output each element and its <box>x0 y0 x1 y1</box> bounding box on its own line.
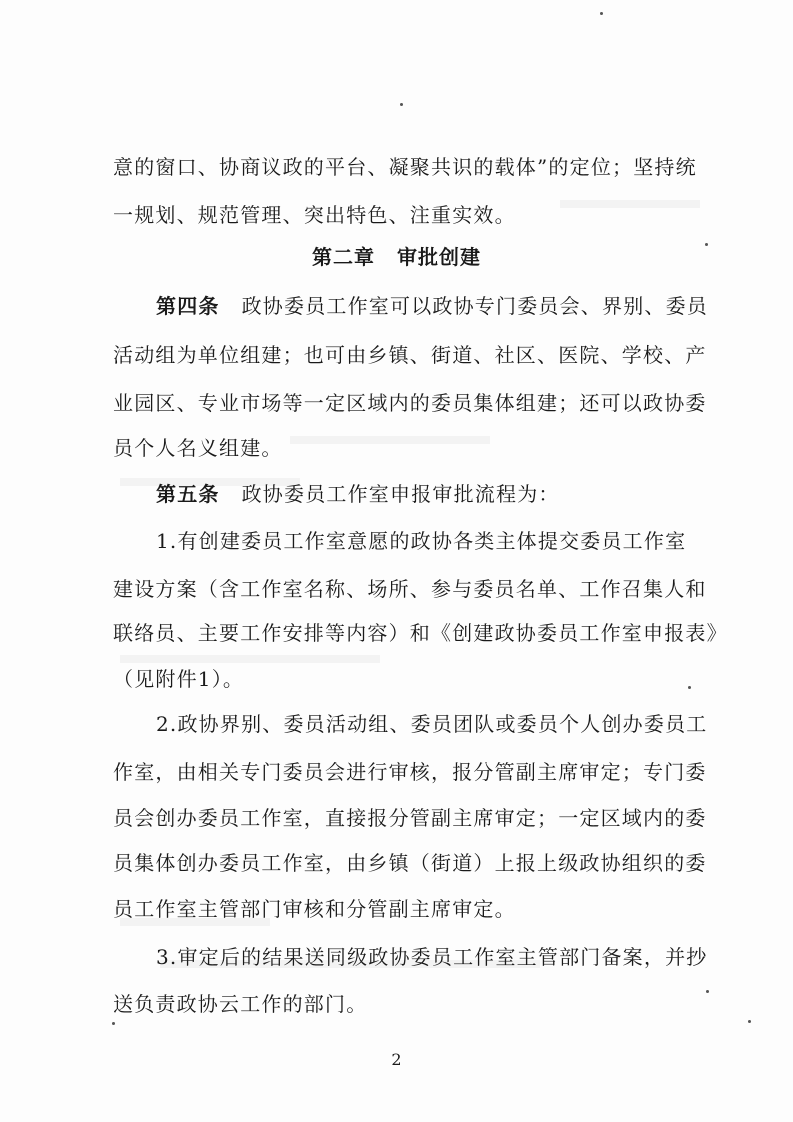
body-line: 建设方案（含工作室名称、场所、参与委员名单、工作召集人和 <box>113 577 707 601</box>
chapter-title: 审批创建 <box>397 245 481 269</box>
body-line: 活动组为单位组建；也可由乡镇、街道、社区、医院、学校、产 <box>113 343 707 367</box>
page-number: 2 <box>391 1050 402 1069</box>
chapter-heading <box>0 245 793 269</box>
body-line: 意的窗口、协商议政的平台、凝聚共识的载体”的定位；坚持统 <box>113 155 697 179</box>
scan-speck <box>400 103 403 106</box>
scan-speck <box>748 1020 751 1023</box>
body-line: 联络员、主要工作安排等内容）和《创建政协委员工作室申报表》 <box>113 621 728 645</box>
bleed-through-mark <box>120 655 380 663</box>
article-5-intro: 政协委员工作室申报审批流程为： <box>241 482 560 506</box>
body-line: 作室，由相关专门委员会进行审核，报分管副主席审定；专门委 <box>113 760 707 784</box>
body-line: （见附件1）。 <box>113 667 245 691</box>
item-3-line: 3.审定后的结果送同级政协委员工作室主管部门备案，并抄 <box>156 945 708 969</box>
body-line: 业园区、专业市场等一定区域内的委员集体组建；还可以政协委 <box>113 391 707 415</box>
body-line: 员会创办委员工作室，直接报分管副主席审定；一定区域内的委 <box>113 806 707 830</box>
article-5-first-line <box>156 482 756 506</box>
article-5-label: 第五条 <box>156 482 220 506</box>
item-2-line: 2.政协界别、委员活动组、委员团队或委员个人创办委员工 <box>156 712 708 736</box>
scan-speck <box>600 12 603 15</box>
scan-speck <box>112 1022 115 1025</box>
body-line: 一规划、规范管理、突出特色、注重实效。 <box>113 203 516 227</box>
body-line: 员个人名义组建。 <box>113 436 283 460</box>
article-4-first-line <box>156 294 756 318</box>
item-1-line: 1.有创建委员工作室意愿的政协各类主体提交委员工作室 <box>156 529 687 553</box>
article-4-text: 政协委员工作室可以政协专门委员会、界别、委员 <box>241 294 709 318</box>
article-4-label: 第四条 <box>156 294 220 318</box>
body-line: 送负责政协云工作的部门。 <box>113 992 368 1016</box>
body-line: 员工作室主管部门审核和分管副主席审定。 <box>113 897 516 921</box>
body-line: 员集体创办委员工作室，由乡镇（街道）上报上级政协组织的委 <box>113 851 707 875</box>
chapter-number: 第二章 <box>312 245 375 269</box>
